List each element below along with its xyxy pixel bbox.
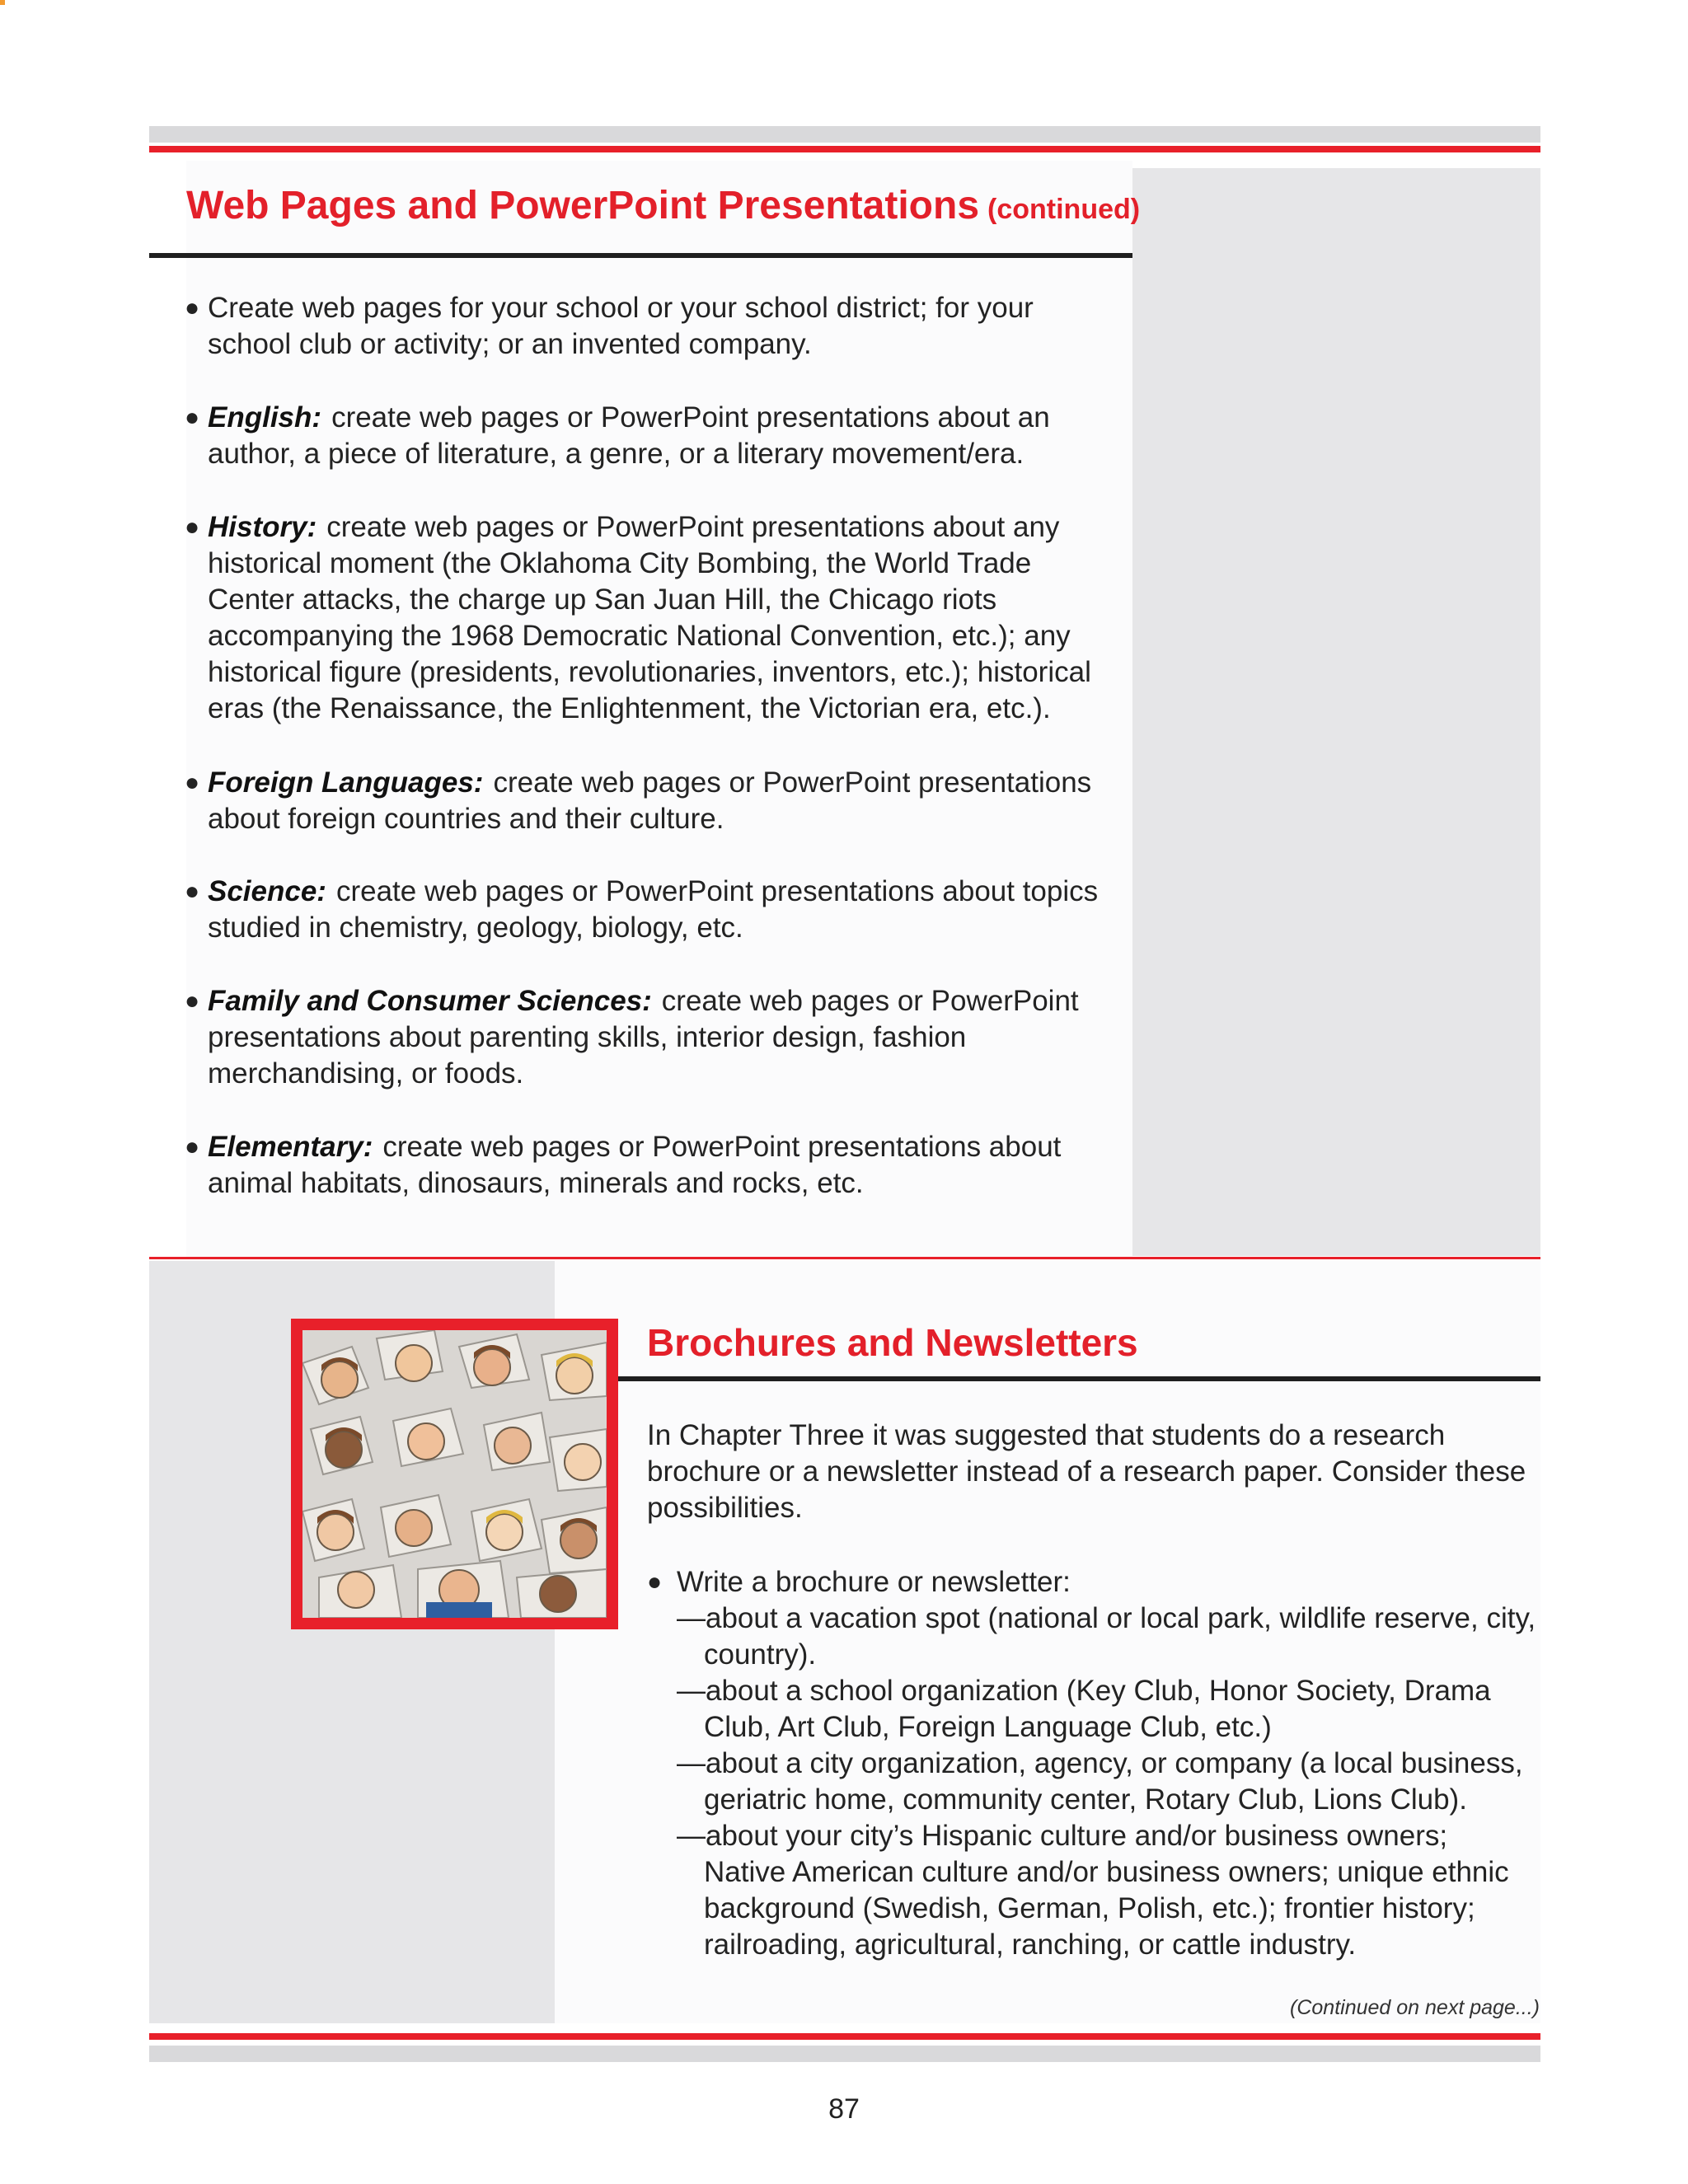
section1-title-rule (149, 253, 1132, 258)
list-item (185, 765, 1116, 837)
sub-item: —about a school organization (Key Club, Honor Society, Drama Club, Art Club, Foreign Language Club, etc.) (677, 1675, 1491, 1743)
bullet-label: Elementary: (208, 1131, 373, 1163)
top-red-rule (149, 146, 1540, 152)
top-gray-band (149, 126, 1540, 143)
bullet-icon: ● (647, 1568, 663, 1596)
bullet-text: create web pages or PowerPoint presentations about any historical moment (the Oklahoma City Bombing, the World Trade Center attacks, the charge up San Juan Hill, the Chicago riots accompanying the 1968 Democratic National Convention, etc.); any historical figure (presidents, revolutionaries, inventors, etc.); historical eras (the Renaissance, the Enlightenment, the Victorian era, etc.). (208, 511, 1091, 724)
bullet-label: Science: (208, 875, 326, 907)
section1-title-suffix: (continued) (987, 194, 1141, 225)
bullet-text: create web pages or PowerPoint presentations about topics studied in chemistry, geology, biology, etc. (208, 875, 1099, 944)
bullet-icon: ● (185, 294, 200, 321)
sub-item: —about a city organization, agency, or company (a local business, geriatric home, community center, Rotary Club, Lions Club). (677, 1747, 1523, 1816)
bullet-lead: Write a brochure or newsletter: (677, 1566, 1071, 1598)
section-divider (149, 1257, 1540, 1259)
bullet-label: History: (208, 511, 317, 543)
section2-title: Brochures and Newsletters (647, 1321, 1138, 1364)
bullet-text: create web pages or PowerPoint presentations about parenting skills, interior design, fashion merchandising, or foods. (208, 985, 1079, 1090)
bullet-text: create web pages or PowerPoint presentations about an author, a piece of literature, a genre, or a literary movement/era. (208, 401, 1050, 470)
list-item (185, 400, 1116, 472)
list-item (185, 983, 1116, 1092)
crowd-reading-newspapers-illustration (302, 1330, 607, 1618)
bullet-label: Foreign Languages: (208, 766, 484, 799)
section1-side-panel (1132, 168, 1540, 1256)
bullet-icon: ● (185, 987, 200, 1015)
bullet-label: English: (208, 401, 322, 434)
list-item (185, 509, 1116, 727)
list-item (185, 290, 1116, 363)
section1-title (186, 183, 1141, 228)
bullet-text: create web pages or PowerPoint presentations about foreign countries and their culture. (208, 766, 1092, 835)
list-item (185, 1129, 1116, 1202)
list-item (647, 1564, 1537, 1963)
bottom-gray-band (149, 2046, 1540, 2062)
bullet-icon: ● (185, 404, 200, 431)
bullet-text: Create web pages for your school or your school district; for your school club or activity; or an invented company. (208, 292, 1034, 360)
section2-title-rule (618, 1376, 1540, 1381)
bullet-icon: ● (185, 513, 200, 541)
bullet-icon: ● (185, 1133, 200, 1160)
continued-note: (Continued on next page...) (1290, 1996, 1540, 2019)
sub-item: —about a vacation spot (national or local park, wildlife reserve, city, country). (677, 1602, 1536, 1671)
section2-intro: In Chapter Three it was suggested that students do a research brochure or a newsletter instead of a research paper. Consider these possibilities. (647, 1419, 1526, 1524)
bullet-icon: ● (185, 769, 200, 796)
page-number: 87 (828, 2093, 860, 2125)
bullet-label: Family and Consumer Sciences: (208, 985, 652, 1017)
bullet-icon: ● (185, 878, 200, 905)
sub-item: —about your city’s Hispanic culture and/or business owners; Native American culture and/or business owners; unique ethnic background (Swedish, German, Polish, etc.); frontier history; railroading, agricultural, ranching, or cattle industry. (677, 1820, 1509, 1961)
bottom-red-rule (149, 2033, 1540, 2040)
section1-title-text: Web Pages and PowerPoint Presentations (186, 184, 980, 227)
list-item (185, 874, 1116, 946)
corner-mark (0, 0, 5, 5)
bullet-text: create web pages or PowerPoint presentations about animal habitats, dinosaurs, minerals and rocks, etc. (208, 1131, 1062, 1199)
